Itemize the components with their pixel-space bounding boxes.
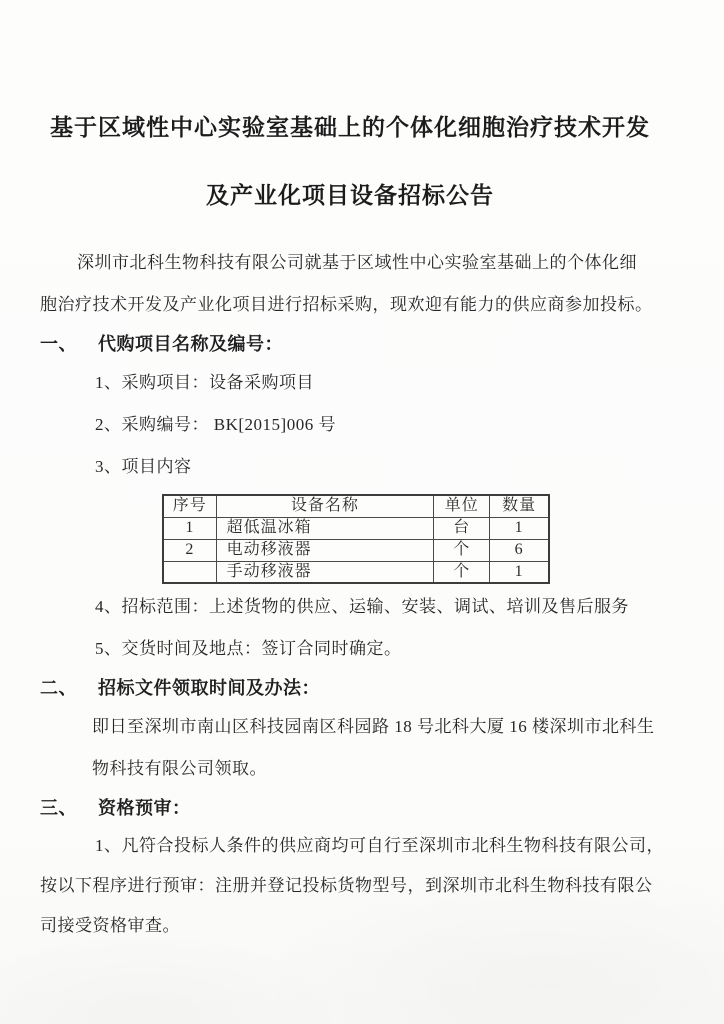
section2-heading-text: 招标文件领取时间及办法： [98, 678, 320, 698]
table-cell-unit: 个 [434, 561, 490, 583]
section1-item1: 1、采购项目：设备采购项目 [95, 373, 314, 392]
table-cell-name: 手动移液器 [216, 561, 434, 583]
section1-item2: 2、采购编号： BK[2015]006 号 [95, 415, 336, 434]
section3-number: 三、 [40, 798, 77, 818]
table-cell-seq: 2 [163, 539, 216, 561]
section3-line1: 1、凡符合投标人条件的供应商均可自行至深圳市北科生物科技有限公司， [95, 836, 664, 855]
table-header-seq: 序号 [163, 495, 216, 517]
table-cell-name: 超低温冰箱 [216, 517, 434, 539]
section3-line2: 按以下程序进行预审：注册并登记投标货物型号，到深圳市北科生物科技有限公 [40, 876, 653, 895]
section2-line2: 物科技有限公司领取。 [92, 759, 267, 778]
section1-heading-text: 代购项目名称及编号： [98, 334, 283, 354]
table-cell-unit: 个 [434, 539, 490, 561]
section2-paragraph [92, 706, 660, 790]
table-header-qty: 数量 [490, 495, 549, 517]
table-row [163, 539, 549, 561]
table-cell-qty: 1 [490, 561, 549, 583]
document-title-line2: 及产业化项目设备招标公告 [206, 183, 494, 208]
intro-paragraph [40, 242, 660, 326]
table-cell-name: 电动移液器 [216, 539, 434, 561]
table-cell-unit: 台 [434, 517, 490, 539]
table-row [163, 517, 549, 539]
table-cell-qty: 1 [490, 517, 549, 539]
equipment-table-header-row [163, 495, 549, 517]
section1-heading [40, 326, 660, 362]
section2-number: 二、 [40, 678, 77, 698]
table-header-name: 设备名称 [216, 495, 434, 517]
equipment-table [162, 494, 550, 584]
document-title [40, 108, 660, 216]
section1-item3: 3、项目内容 [95, 457, 192, 476]
table-cell-seq: 1 [163, 517, 216, 539]
section2-line1: 即日至深圳市南山区科技园南区科园路 18 号北科大厦 16 楼深圳市北科生 [92, 717, 655, 736]
table-row [163, 561, 549, 583]
section3-line3: 司接受资格审查。 [40, 916, 180, 935]
intro-line1: 深圳市北科生物科技有限公司就基于区域性中心实验室基础上的个体化细 [77, 253, 637, 272]
table-header-unit: 单位 [434, 495, 490, 517]
section1-item5: 5、交货时间及地点：签订合同时确定。 [95, 639, 402, 658]
section3-paragraph [40, 826, 664, 946]
section1-number: 一、 [40, 334, 77, 354]
table-cell-qty: 6 [490, 539, 549, 561]
section2-heading [40, 670, 660, 706]
section1-item4: 4、招标范围：上述货物的供应、运输、安装、调试、培训及售后服务 [95, 597, 629, 616]
section3-heading [40, 790, 660, 826]
intro-line2: 胞治疗技术开发及产业化项目进行招标采购，现欢迎有能力的供应商参加投标。 [40, 295, 653, 314]
document-title-line1: 基于区域性中心实验室基础上的个体化细胞治疗技术开发 [50, 115, 650, 140]
table-cell-seq [163, 561, 216, 583]
section3-heading-text: 资格预审： [98, 798, 191, 818]
